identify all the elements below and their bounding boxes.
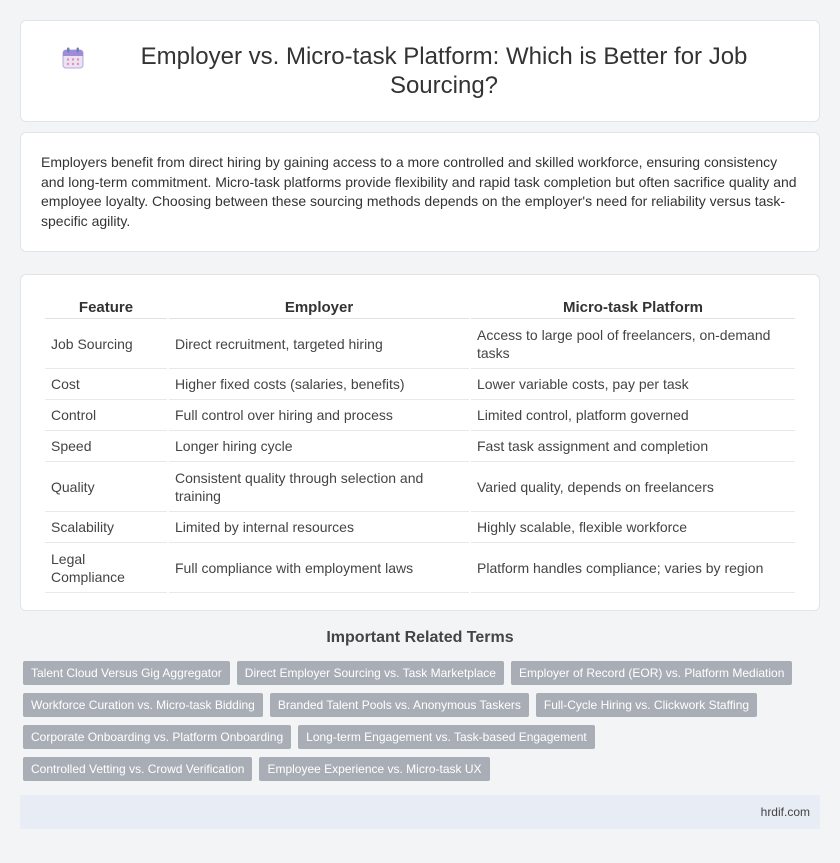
cell-platform: Highly scalable, flexible workforce (471, 512, 795, 543)
comparison-table-card (20, 274, 820, 611)
cell-platform: Fast task assignment and completion (471, 431, 795, 462)
related-term-tag[interactable]: Corporate Onboarding vs. Platform Onboarding (23, 725, 291, 749)
cell-employer: Direct recruitment, targeted hiring (169, 319, 469, 369)
intro-card (20, 132, 820, 252)
table-row (45, 543, 795, 593)
related-term-tag[interactable]: Branded Talent Pools vs. Anonymous Taskers (270, 693, 529, 717)
cell-platform: Access to large pool of freelancers, on-demand tasks (471, 319, 795, 369)
related-terms-title: Important Related Terms (326, 629, 514, 646)
cell-feature: Cost (45, 369, 167, 400)
cell-platform: Platform handles compliance; varies by region (471, 543, 795, 593)
intro-paragraph: Employers benefit from direct hiring by gaining access to a more controlled and skilled workforce, ensuring consistency and long-term commitment. Micro-task platforms provide flexibility and rapid task completion but often sacrifice quality and employee loyalty. Choosing between these sourcing methods depends on the employer's need for reliability versus task-specific agility. (41, 154, 797, 229)
cell-employer: Limited by internal resources (169, 512, 469, 543)
comparison-table (43, 295, 797, 593)
related-term-tag[interactable]: Workforce Curation vs. Micro-task Bidding (23, 693, 263, 717)
cell-employer: Full control over hiring and process (169, 400, 469, 431)
table-row (45, 512, 795, 543)
calendar-icon (61, 46, 85, 70)
table-row (45, 431, 795, 462)
related-terms-tags (20, 661, 820, 781)
related-term-tag[interactable]: Talent Cloud Versus Gig Aggregator (23, 661, 230, 685)
cell-feature: Quality (45, 462, 167, 512)
header-card (20, 20, 820, 122)
cell-employer: Consistent quality through selection and training (169, 462, 469, 512)
title-wrap (61, 42, 779, 100)
related-term-tag[interactable]: Full-Cycle Hiring vs. Clickwork Staffing (536, 693, 757, 717)
related-term-tag[interactable]: Long-term Engagement vs. Task-based Engagement (298, 725, 595, 749)
cell-platform: Lower variable costs, pay per task (471, 369, 795, 400)
table-row (45, 400, 795, 431)
footer (20, 795, 820, 829)
cell-employer: Full compliance with employment laws (169, 543, 469, 593)
cell-feature: Scalability (45, 512, 167, 543)
cell-feature: Control (45, 400, 167, 431)
cell-employer: Higher fixed costs (salaries, benefits) (169, 369, 469, 400)
table-row (45, 462, 795, 512)
related-term-tag[interactable]: Employer of Record (EOR) vs. Platform Mediation (511, 661, 792, 685)
related-term-tag[interactable]: Direct Employer Sourcing vs. Task Marketplace (237, 661, 504, 685)
related-term-tag[interactable]: Employee Experience vs. Micro-task UX (259, 757, 489, 781)
cell-feature: Speed (45, 431, 167, 462)
table-header-row (45, 295, 795, 319)
related-term-tag[interactable]: Controlled Vetting vs. Crowd Verification (23, 757, 252, 781)
cell-employer: Longer hiring cycle (169, 431, 469, 462)
table-row (45, 319, 795, 369)
cell-platform: Limited control, platform governed (471, 400, 795, 431)
cell-feature: Job Sourcing (45, 319, 167, 369)
header-feature: Feature (45, 295, 167, 319)
related-terms-section (0, 629, 840, 781)
header-micro-task-platform: Micro-task Platform (471, 295, 795, 319)
header-employer: Employer (169, 295, 469, 319)
cell-platform: Varied quality, depends on freelancers (471, 462, 795, 512)
footer-site-link[interactable]: hrdif.com (760, 805, 810, 819)
page-title: Employer vs. Micro-task Platform: Which is Better for Job Sourcing? (140, 43, 748, 99)
table-row (45, 369, 795, 400)
cell-feature: Legal Compliance (45, 543, 167, 593)
